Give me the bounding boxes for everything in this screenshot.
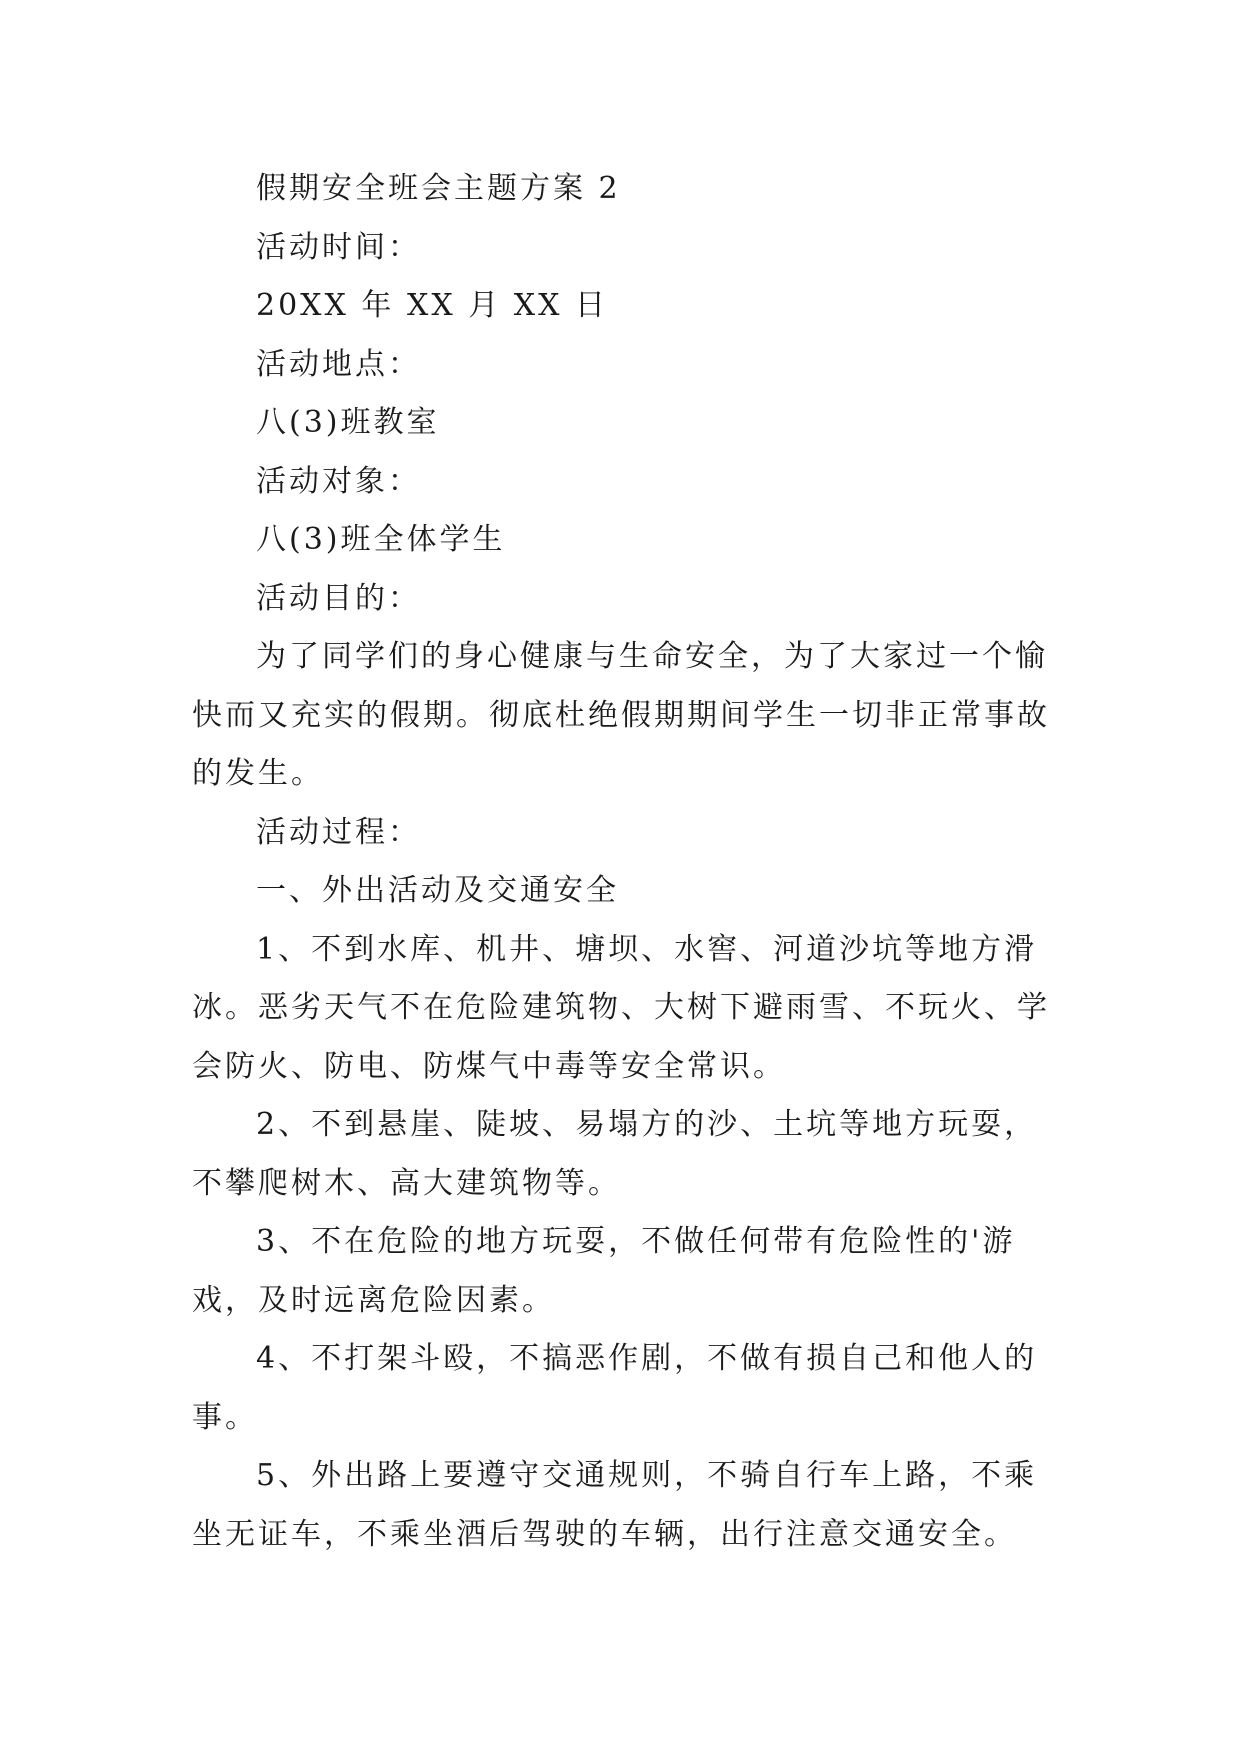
list-item: 1、不到水库、机井、塘坝、水窖、河道沙坑等地方滑冰。恶劣天气不在危险建筑物、大树下避雨雪、不玩火、学会防火、防电、防煤气中毒等安全常识。 [192,931,1050,1084]
section-heading: 一、外出活动及交通安全 [256,873,619,908]
activity-time-label: 活动时间： [256,229,421,265]
list-item: 3、不在危险的地方玩耍，不做任何带有危险性的'游戏，及时远离危险因素。 [192,1224,1016,1318]
list-item: 5、外出路上要遵守交通规则，不骑自行车上路，不乘坐无证车，不乘坐酒后驾驶的车辆，出行注意交通安全。 [192,1458,1038,1552]
activity-place-value: 八(3)班教室 [256,405,440,440]
document-body [192,160,1052,1564]
activity-purpose-text: 为了同学们的身心健康与生命安全，为了大家过一个愉快而又充实的假期。彻底杜绝假期期间学生一切非正常事故的发生。 [192,639,1050,791]
list-item: 2、不到悬崖、陡坡、易塌方的沙、土坑等地方玩耍，不攀爬树木、高大建筑物等。 [192,1107,1038,1201]
activity-target-value: 八(3)班全体学生 [256,522,506,557]
activity-target-label: 活动对象： [256,463,421,499]
activity-place-label: 活动地点： [256,346,421,382]
activity-process-label: 活动过程： [256,814,421,850]
list-item: 4、不打架斗殴，不搞恶作剧，不做有损自己和他人的事。 [192,1341,1038,1435]
activity-time-value: 20XX 年 XX 月 XX 日 [256,288,608,323]
activity-purpose-label: 活动目的： [256,580,421,616]
document-title: 假期安全班会主题方案 2 [256,171,621,206]
